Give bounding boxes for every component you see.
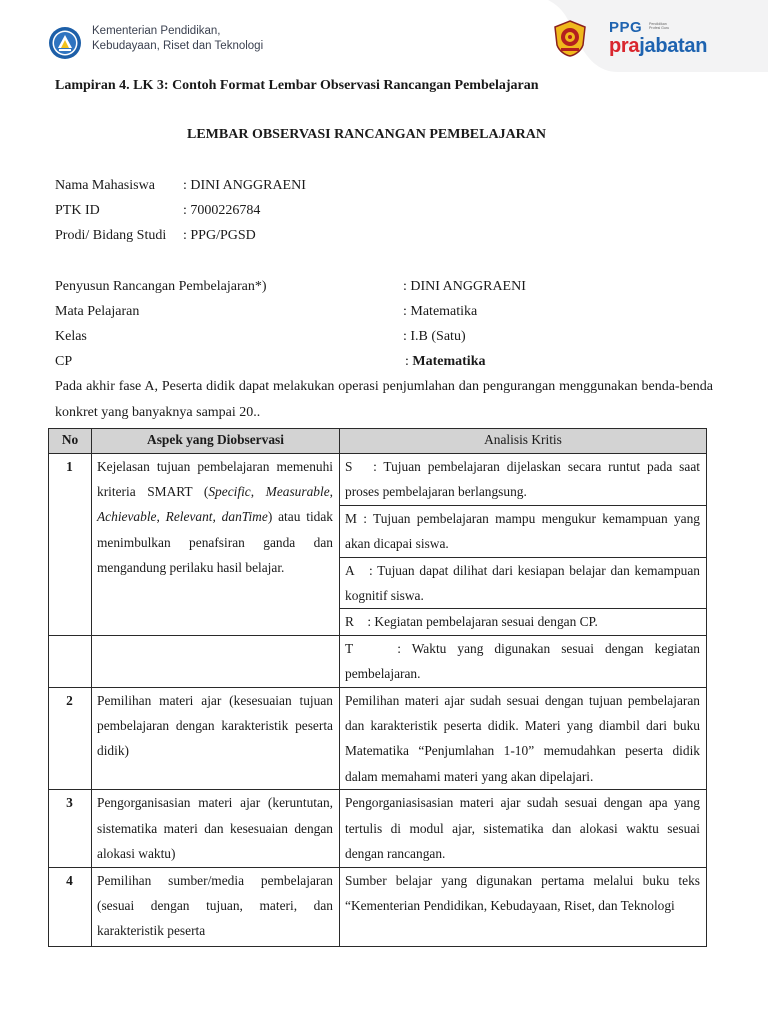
ppg-logo-top: PPG bbox=[609, 19, 643, 36]
identity-value: : 7000226784 bbox=[183, 203, 261, 218]
aspek-italic: Measurable bbox=[265, 484, 330, 500]
ppg-logo-pra: pra bbox=[609, 35, 640, 57]
analisis-cell: Sumber belajar yang digunakan pertama melalui buku teks “Kementerian Pendidikan, Kebudayaan, Riset, dan Teknologi bbox=[340, 867, 707, 946]
document-title: LEMBAR OBSERVASI RANCANGAN PEMBELAJARAN bbox=[187, 127, 547, 142]
aspek-text: , bbox=[329, 484, 333, 500]
smart-text: : Tujuan dapat dilihat dari kesiapan belajar dan kemampuan kognitif siswa. bbox=[345, 562, 700, 604]
aspek-italic: , danTime bbox=[212, 509, 268, 525]
aspek-text: , bbox=[156, 509, 166, 525]
row-number: 4 bbox=[49, 867, 92, 946]
smart-letter: A bbox=[345, 562, 355, 578]
analisis-cell: Pengorganiasisasian materi ajar sudah sesuai dengan apa yang tertulis di modul ajar, sistematika dan alokasi waktu sesuai dengan rancangan. bbox=[340, 790, 707, 867]
tut-wuri-handayani-logo bbox=[48, 26, 82, 60]
table-row bbox=[49, 867, 707, 946]
aspek-text: Kejelasan tujuan pembelajaran memenuhi kriteria SMART ( bbox=[97, 459, 333, 500]
aspek-cell: Pengorganisasian materi ajar (keruntutan, sistematika materi dan kesesuaian dengan alokasi waktu) bbox=[92, 790, 340, 867]
identity-value: : PPG/PGSD bbox=[183, 228, 256, 243]
cp-value-line bbox=[405, 353, 485, 371]
row-number: 1 bbox=[49, 454, 92, 636]
row-number: 2 bbox=[49, 687, 92, 790]
cp-description: Pada akhir fase A, Peserta didik dapat melakukan operasi penjumlahan dan pengurangan menggunakan benda-benda konkret yang banyaknya sampai 20.. bbox=[55, 379, 713, 420]
ministry-name bbox=[92, 24, 263, 54]
table-row bbox=[49, 687, 707, 790]
smart-cell-m bbox=[340, 505, 707, 557]
smart-text: : Kegiatan pembelajaran sesuai dengan CP. bbox=[367, 614, 598, 630]
column-header-no: No bbox=[49, 429, 92, 454]
penyusun-value: : DINI ANGGRAENI bbox=[403, 279, 526, 294]
penyusun-label: Penyusun Rancangan Pembelajaran*) bbox=[55, 279, 267, 294]
university-logo bbox=[551, 19, 589, 57]
aspek-italic: Relevant bbox=[165, 509, 213, 525]
aspek-italic: Achievable bbox=[97, 509, 157, 525]
smart-letter: R bbox=[345, 614, 354, 630]
table-row bbox=[49, 790, 707, 867]
aspek-cell: Pemilihan materi ajar (kesesuaian tujuan pembelajaran dengan karakteristik peserta didik) bbox=[92, 687, 340, 790]
smart-letter: S bbox=[345, 459, 353, 474]
smart-cell-a bbox=[340, 557, 707, 609]
kelas-value: : I.B (Satu) bbox=[403, 329, 466, 344]
smart-cell-s bbox=[340, 454, 707, 506]
ppg-logo-bottom bbox=[609, 36, 707, 56]
ppg-logo-jab: jabatan bbox=[639, 35, 708, 57]
column-header-analisis: Analisis Kritis bbox=[340, 429, 707, 454]
aspek-italic: Specific bbox=[208, 484, 251, 500]
mapel-label: Mata Pelajaran bbox=[55, 304, 140, 319]
lampiran-heading: Lampiran 4. LK 3: Contoh Format Lembar Observasi Rancangan Pembelajaran bbox=[55, 78, 539, 93]
aspek-text: ) atau tidak menimbulkan penafsiran ganda dan mengandung perilaku hasil belajar. bbox=[97, 509, 333, 575]
identity-label: Prodi/ Bidang Studi bbox=[55, 228, 167, 243]
ministry-name-line1: Kementerian Pendidikan, bbox=[92, 25, 221, 37]
kelas-label: Kelas bbox=[55, 329, 87, 344]
ppg-logo-subtext: Pendidikan Profesi Guru bbox=[649, 22, 670, 30]
cp-value: Matematika bbox=[412, 354, 486, 369]
table-row bbox=[49, 454, 707, 506]
page-header bbox=[0, 0, 768, 72]
smart-letter: T bbox=[345, 640, 354, 656]
observation-table bbox=[48, 428, 707, 947]
empty-cell bbox=[92, 635, 340, 687]
table-header-row bbox=[49, 429, 707, 454]
mapel-value: : Matematika bbox=[403, 304, 478, 319]
smart-cell-r bbox=[340, 609, 707, 635]
table-row bbox=[49, 635, 707, 687]
cp-label: CP bbox=[55, 354, 73, 369]
row-number: 3 bbox=[49, 790, 92, 867]
column-header-aspek: Aspek yang Diobservasi bbox=[92, 429, 340, 454]
smart-letter: M bbox=[345, 510, 357, 526]
smart-text: : Waktu yang digunakan sesuai dengan kegiatan pembelajaran. bbox=[345, 640, 700, 682]
smart-cell-t bbox=[340, 635, 707, 687]
smart-text: : Tujuan pembelajaran mampu mengukur kemampuan yang akan dicapai siswa. bbox=[345, 510, 700, 552]
identity-value: : DINI ANGGRAENI bbox=[183, 178, 306, 193]
analisis-cell: Pemilihan materi ajar sudah sesuai dengan tujuan pembelajaran dan karakteristik peserta didik. Materi yang diambil dari buku Matematika “Penjumlahan 1-10” memudahkan peserta didik dalam memahami materi yang akan dipelajari. bbox=[340, 687, 707, 790]
ppg-prajabatan-logo bbox=[609, 20, 707, 56]
empty-cell bbox=[49, 635, 92, 687]
identity-label: PTK ID bbox=[55, 203, 100, 218]
aspek-cell: Pemilihan sumber/media pembelajaran (sesuai dengan tujuan, materi, dan karakteristik peserta bbox=[92, 867, 340, 946]
identity-label: Nama Mahasiswa bbox=[55, 178, 155, 193]
ministry-name-line2: Kebudayaan, Riset dan Teknologi bbox=[92, 40, 264, 52]
cp-colon: : bbox=[405, 354, 413, 369]
aspek-cell bbox=[92, 454, 340, 636]
aspek-text: , bbox=[250, 484, 266, 500]
smart-text: : Tujuan pembelajaran dijelaskan secara runtut pada saat proses pembelajaran berlangsung. bbox=[345, 459, 700, 500]
